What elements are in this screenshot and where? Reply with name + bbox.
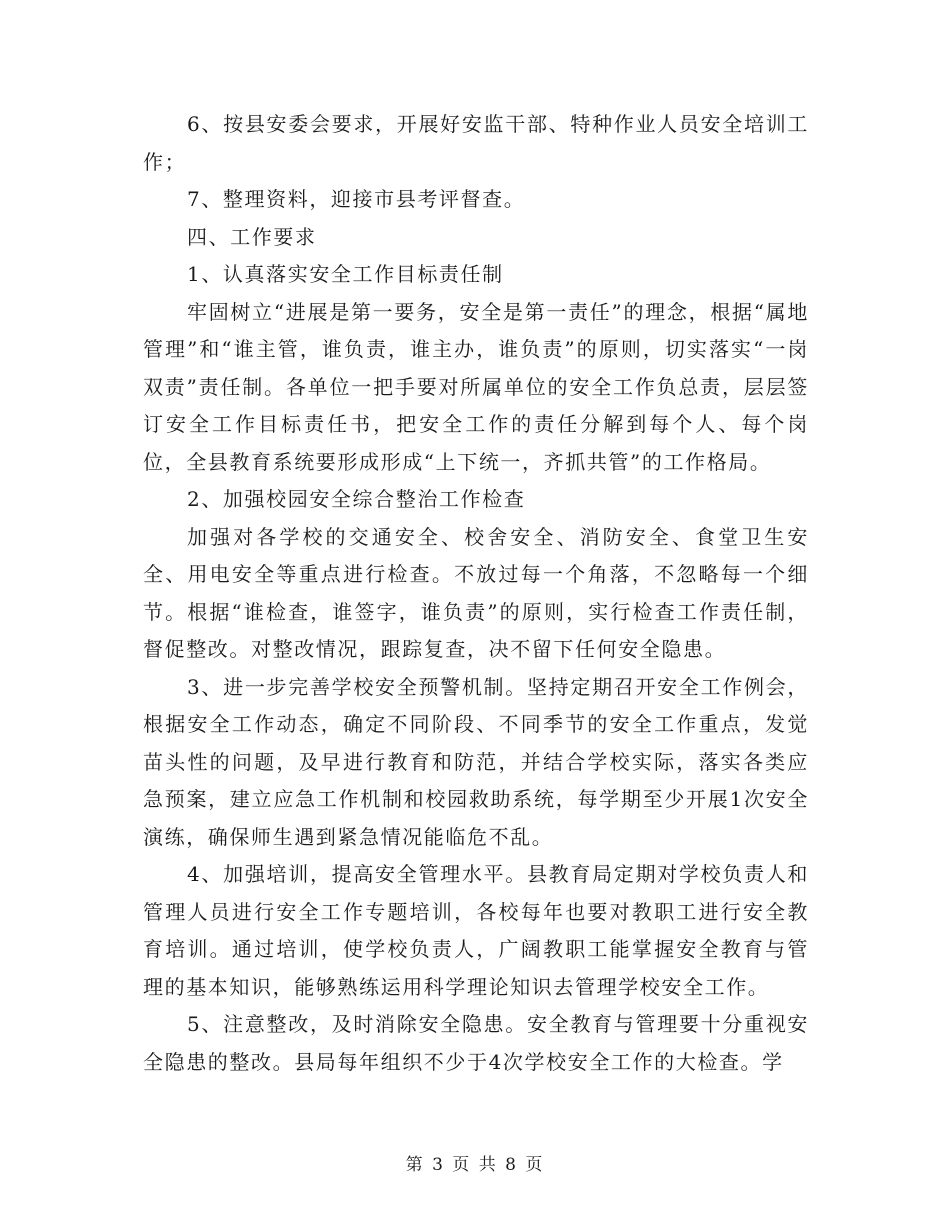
- subheading-1: 1、认真落实安全工作目标责任制: [187, 262, 504, 286]
- section-heading-work-requirements: 四、工作要求: [187, 224, 317, 249]
- document-body: [143, 106, 809, 1081]
- paragraph-responsibility: 牢固树立“进展是第一要务，安全是第一责任”的理念，根据“属地管理”和“谁主管，谁负责，谁主办，谁负责”的原则，切实落实“一岗双责”责任制。各单位一把手要对所属单位的安全工作负总责，层层签订安全工作目标责任书，把安全工作的责任分解到每个人、每个岗位，全县教育系统要形成形成“上下统一，齐抓共管”的工作格局。: [143, 299, 809, 474]
- paragraph-training: 4、加强培训，提高安全管理水平。县教育局定期对学校负责人和管理人员进行安全工作专题培训，各校每年也要对教职工进行安全教育培训。通过培训，使学校负责人，广阔教职工能掌握安全教育与管理的基本知识，能够熟练运用科学理论知识去管理学校安全工作。: [143, 862, 809, 999]
- paragraph-warning-mechanism: 3、进一步完善学校安全预警机制。坚持定期召开安全工作例会，根据安全工作动态，确定不同阶段、不同季节的安全工作重点，发觉苗头性的问题，及早进行教育和防范，并结合学校实际，落实各类应急预案，建立应急工作机制和校园救助系统，每学期至少开展1次安全演练，确保师生遇到紧急情况能临危不乱。: [143, 674, 809, 849]
- paragraph-inspection: 加强对各学校的交通安全、校舍安全、消防安全、食堂卫生安全、用电安全等重点进行检查。不放过每一个角落，不忽略每一个细节。根据“谁检查，谁签字，谁负责”的原则，实行检查工作责任制，督促整改。对整改情况，跟踪复查，决不留下任何安全隐患。: [143, 524, 809, 661]
- paragraph-rectification: 5、注意整改，及时消除安全隐患。安全教育与管理要十分重视安全隐患的整改。县局每年组织不少于4次学校安全工作的大检查。学: [143, 1012, 809, 1074]
- paragraph-item-7: 7、整理资料，迎接市县考评督查。: [187, 187, 526, 211]
- subheading-2: 2、加强校园安全综合整治工作检查: [187, 487, 526, 511]
- page-number-footer: 第 3 页 共 8 页: [405, 1155, 545, 1175]
- paragraph-item-6: 6、按县安委会要求，开展好安监干部、特种作业人员安全培训工作；: [143, 112, 809, 174]
